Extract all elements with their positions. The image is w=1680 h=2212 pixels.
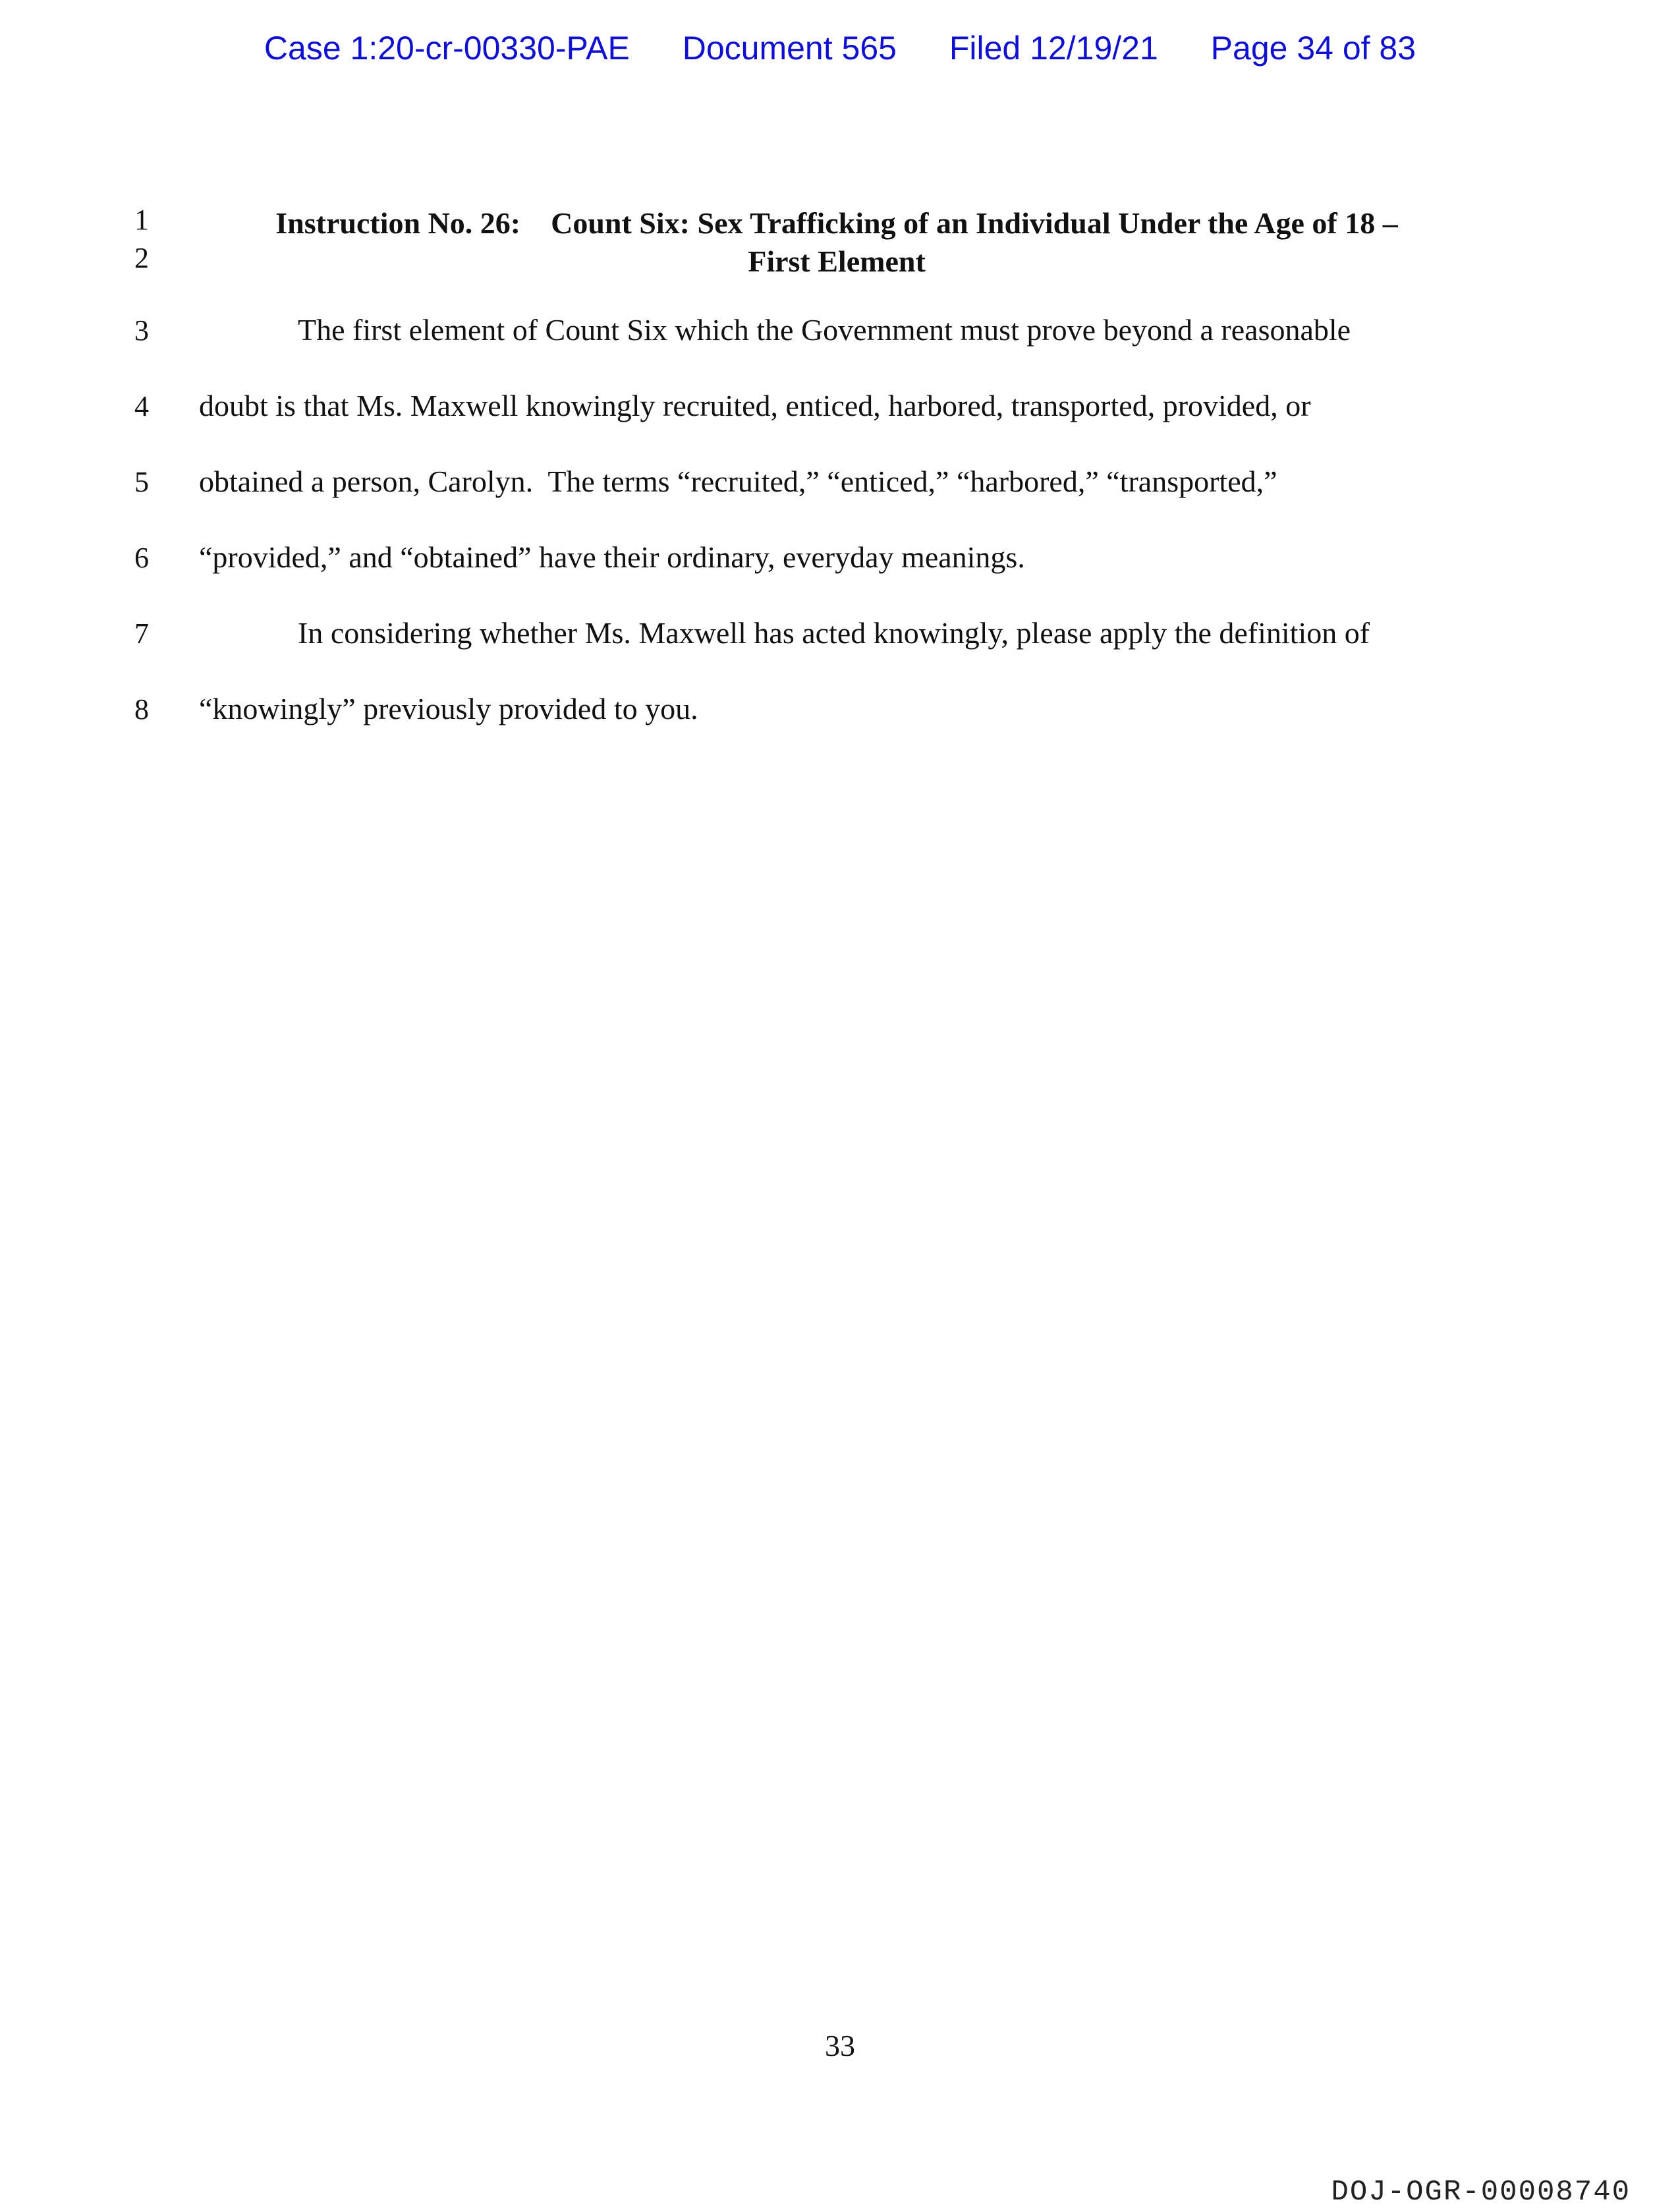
body-line: In considering whether Ms. Maxwell has acted knowingly, please apply the definition of xyxy=(298,616,1370,650)
document-number: Document 565 xyxy=(682,30,897,67)
line-number: 6 xyxy=(134,542,149,574)
case-number: Case 1:20-cr-00330-PAE xyxy=(264,30,630,67)
body-line: “provided,” and “obtained” have their ordinary, everyday meanings. xyxy=(199,540,1025,574)
page-number: 33 xyxy=(825,2029,855,2062)
body-line: “knowingly” previously provided to you. xyxy=(199,692,698,725)
bates-number: DOJ-OGR-00008740 xyxy=(1331,2176,1631,2209)
line-number: 7 xyxy=(134,617,149,650)
body-line: The first element of Count Six which the Government must prove beyond a reasonable xyxy=(298,313,1351,347)
body-line: obtained a person, Carolyn. The terms “recruited,” “enticed,” “harbored,” “transported,” xyxy=(199,465,1277,498)
page-count: Page 34 of 83 xyxy=(1210,30,1416,67)
instruction-heading xyxy=(198,204,1476,281)
line-number: 8 xyxy=(134,693,149,725)
line-number: 2 xyxy=(134,242,149,274)
line-number: 5 xyxy=(134,466,149,498)
case-header-stamp xyxy=(0,29,1680,67)
line-number: 1 xyxy=(134,204,149,236)
body-line: doubt is that Ms. Maxwell knowingly recruited, enticed, harbored, transported, provided, or xyxy=(199,389,1311,422)
line-number: 4 xyxy=(134,390,149,422)
heading-line-2: First Element xyxy=(748,244,926,278)
filed-date: Filed 12/19/21 xyxy=(949,30,1158,67)
heading-line-1: Instruction No. 26: Count Six: Sex Trafficking of an Individual Under the Age of 18 – xyxy=(275,206,1398,240)
line-number: 3 xyxy=(134,314,149,347)
